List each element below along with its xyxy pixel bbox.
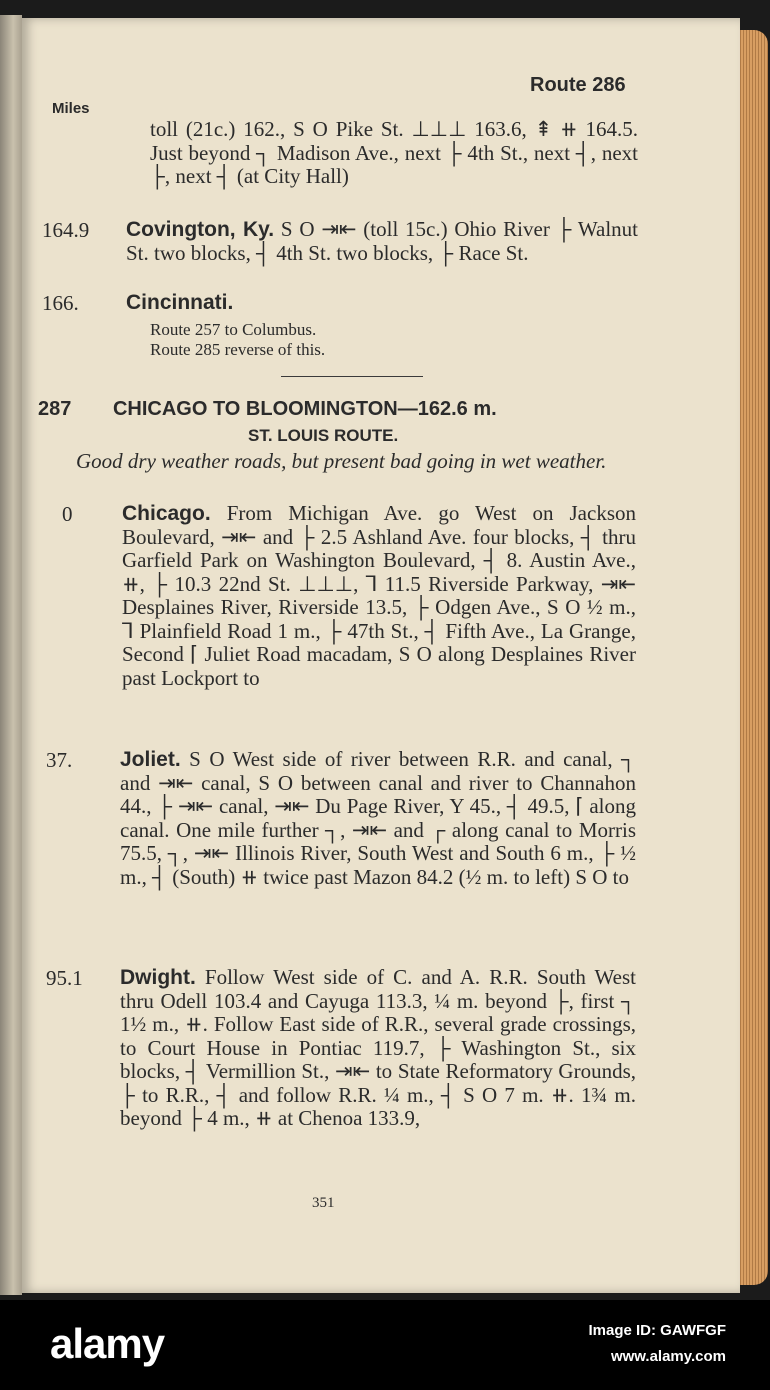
watermark-url: www.alamy.com <box>610 1348 726 1365</box>
entry-mile: 166. <box>42 291 79 315</box>
book-spine <box>0 15 22 1295</box>
place-name: Dwight. <box>120 966 196 989</box>
route-intro: Good dry weather roads, but present bad going in wet weather. <box>76 449 607 473</box>
page-number: 351 <box>312 1195 335 1211</box>
page-edges <box>740 30 768 1285</box>
entry-text: S O ⇥⇤ (toll 15c.) Ohio River ├ Walnut St. two blocks, ┤ 4th St. two blocks, ├ Race St. <box>126 217 639 265</box>
place-name: Cincinnati. <box>126 291 234 314</box>
route-note: Route 257 to Columbus. <box>150 320 317 339</box>
entry-body <box>126 291 638 315</box>
entry-text: S O West side of river between R.R. and canal, ┐ and ⇥⇤ canal, S O between canal and river to Channahon 44., ├ ⇥⇤ canal, ⇥⇤ Du Page River, Y 45., ┤ 49.5, ⌈ along canal. One mile further ┐, ⇥⇤ and ┌ along canal to Morris 75.5, ┐, ⇥⇤ Illinois River, South West and South 6 m., ├ ½ m., ┤ (South) ⧺ twice past Mazon 84.2 (½ m. to left) S O to <box>120 747 637 889</box>
place-name: Covington, Ky. <box>126 218 275 241</box>
section-divider <box>281 376 423 377</box>
entry-body <box>120 748 636 889</box>
route-header: Route 286 <box>530 74 626 96</box>
route-number: 287 <box>38 398 72 420</box>
watermark-logo: alamy <box>50 1320 165 1367</box>
entry-mile: 95.1 <box>46 966 83 990</box>
route-title-text: CHICAGO TO BLOOMINGTON—162.6 m. <box>112 398 497 420</box>
entry-text: Follow West side of C. and A. R.R. South West thru Odell 103.4 and Cayuga 113.3, ¼ m. beyond ├, first ┐ 1½ m., ⧺. Follow East side of R.R., several grade crossings, to Court House in Pontiac 119.7, ├ Washington St., six blocks, ┤ Vermillion St., ⇥⇤ to State Reformatory Grounds, ├ to R.R., ┤ and follow R.R. ¼ m., ┤ S O 7 m. ⧺. 1¾ m. beyond ├ 4 m., ⧺ at Chenoa 133.9, <box>120 965 637 1130</box>
route-title <box>38 398 497 421</box>
entry-mile: 164.9 <box>42 218 90 242</box>
entry-text: From Michigan Ave. go West on Jackson Boulevard, ⇥⇤ and ├ 2.5 Ashland Ave. four blocks, ┤ thru Garfield Park on Washington Boulevard, ┤ 8. Austin Ave., ⧺, ├ 10.3 22nd St. ⊥⊥⊥, ⅂ 11.5 Riverside Parkway, ⇥⇤ Desplaines River, Riverside 13.5, ├ Odgen Ave., S O ½ m., ⅂ Plainfield Road 1 m., ├ 47th St., ┤ Fifth Ave., La Grange, Second ⌈ Juliet Road macadam, S O along Desplaines River past Lockport to <box>122 501 636 690</box>
entry-mile: 37. <box>46 748 73 772</box>
entry-body <box>120 966 636 1131</box>
entry-body <box>126 218 638 265</box>
entry-body <box>122 502 636 690</box>
place-name: Joliet. <box>120 748 181 771</box>
entry-mile: 0 <box>62 502 73 526</box>
route-note: Route 285 reverse of this. <box>150 340 326 359</box>
place-name: Chicago. <box>122 502 211 525</box>
miles-label: Miles <box>52 100 90 117</box>
entry-text: toll (21c.) 162., S O Pike St. ⊥⊥⊥ 163.6, ⇞ ⧺ 164.5. Just beyond ┐ Madison Ave., next ├ 4th St., next ┤, next ├, next ┤ (at City Hall) <box>150 117 638 188</box>
watermark-image-id: Image ID: GAWFGF <box>588 1322 726 1339</box>
route-subtitle: ST. LOUIS ROUTE. <box>248 426 399 445</box>
